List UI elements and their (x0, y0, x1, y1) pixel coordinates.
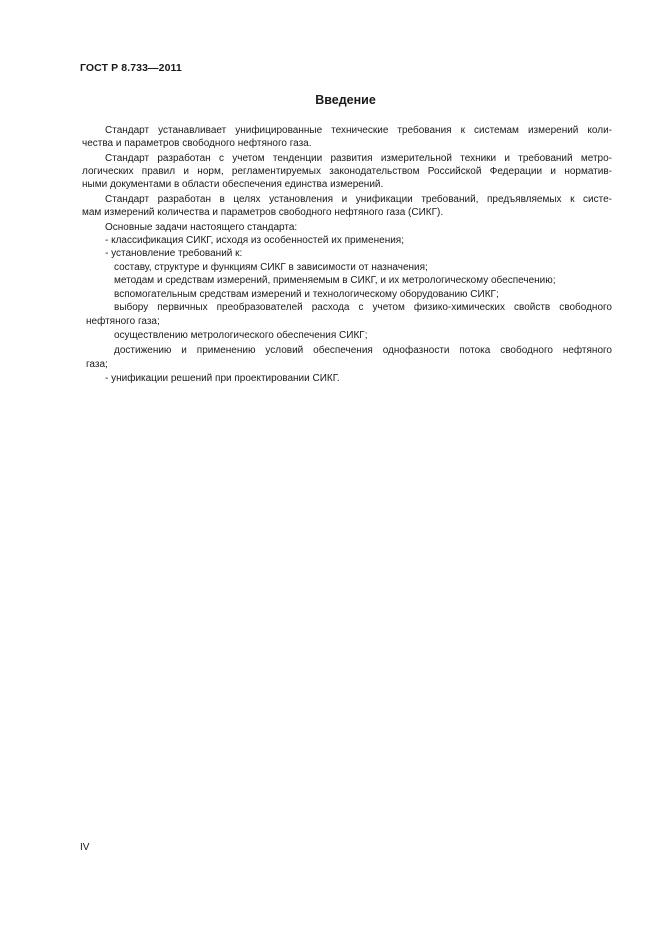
sub-list-item: вспомогательным средствам измерений и технологическому оборудованию СИКГ; (114, 289, 499, 300)
sub-list-item: методам и средствам измерений, применяемым в СИКГ, и их метрологическому обеспечению; (114, 275, 556, 286)
document-header: ГОСТ Р 8.733—2011 (80, 62, 182, 74)
paragraph-line: логических правил и норм, регламентируемых законодательством Российской Федерации и норматив- (82, 166, 612, 177)
page-number: IV (80, 842, 90, 853)
paragraph-line: мам измерений количества и параметров свободного нефтяного газа (СИКГ). (82, 207, 444, 218)
sub-list-item: осуществлению метрологического обеспечения СИКГ; (114, 330, 368, 341)
paragraph-line: ными документами в области обеспечения единства измерений. (82, 179, 384, 190)
paragraph-line: чества и параметров свободного нефтяного газа. (82, 138, 312, 149)
sub-list-item: достижению и применению условий обеспечения однофазности потока свободного нефтяного (114, 345, 612, 356)
paragraph-line: Стандарт разработан в целях установления и унификации требований, предъявляемых к систе- (105, 194, 612, 205)
list-item: - установление требований к: (105, 248, 243, 259)
paragraph-line: Стандарт разработан с учетом тенденции развития измерительной техники и требований метро- (105, 153, 612, 164)
paragraph-line: Стандарт устанавливает унифицированные технические требования к системам измерений коли- (105, 125, 612, 136)
list-intro: Основные задачи настоящего стандарта: (105, 222, 298, 233)
list-item: - классификация СИКГ, исходя из особенностей их применения; (105, 235, 404, 246)
sub-list-item-continuation: нефтяного газа; (86, 316, 160, 327)
sub-list-item: составу, структуре и функциям СИКГ в зависимости от назначения; (114, 262, 428, 273)
section-title: Введение (315, 93, 376, 107)
list-item: - унификации решений при проектировании СИКГ. (105, 373, 340, 384)
sub-list-item-continuation: газа; (86, 359, 108, 370)
sub-list-item: выбору первичных преобразователей расхода с учетом физико-химических свойств свободного (114, 302, 612, 313)
